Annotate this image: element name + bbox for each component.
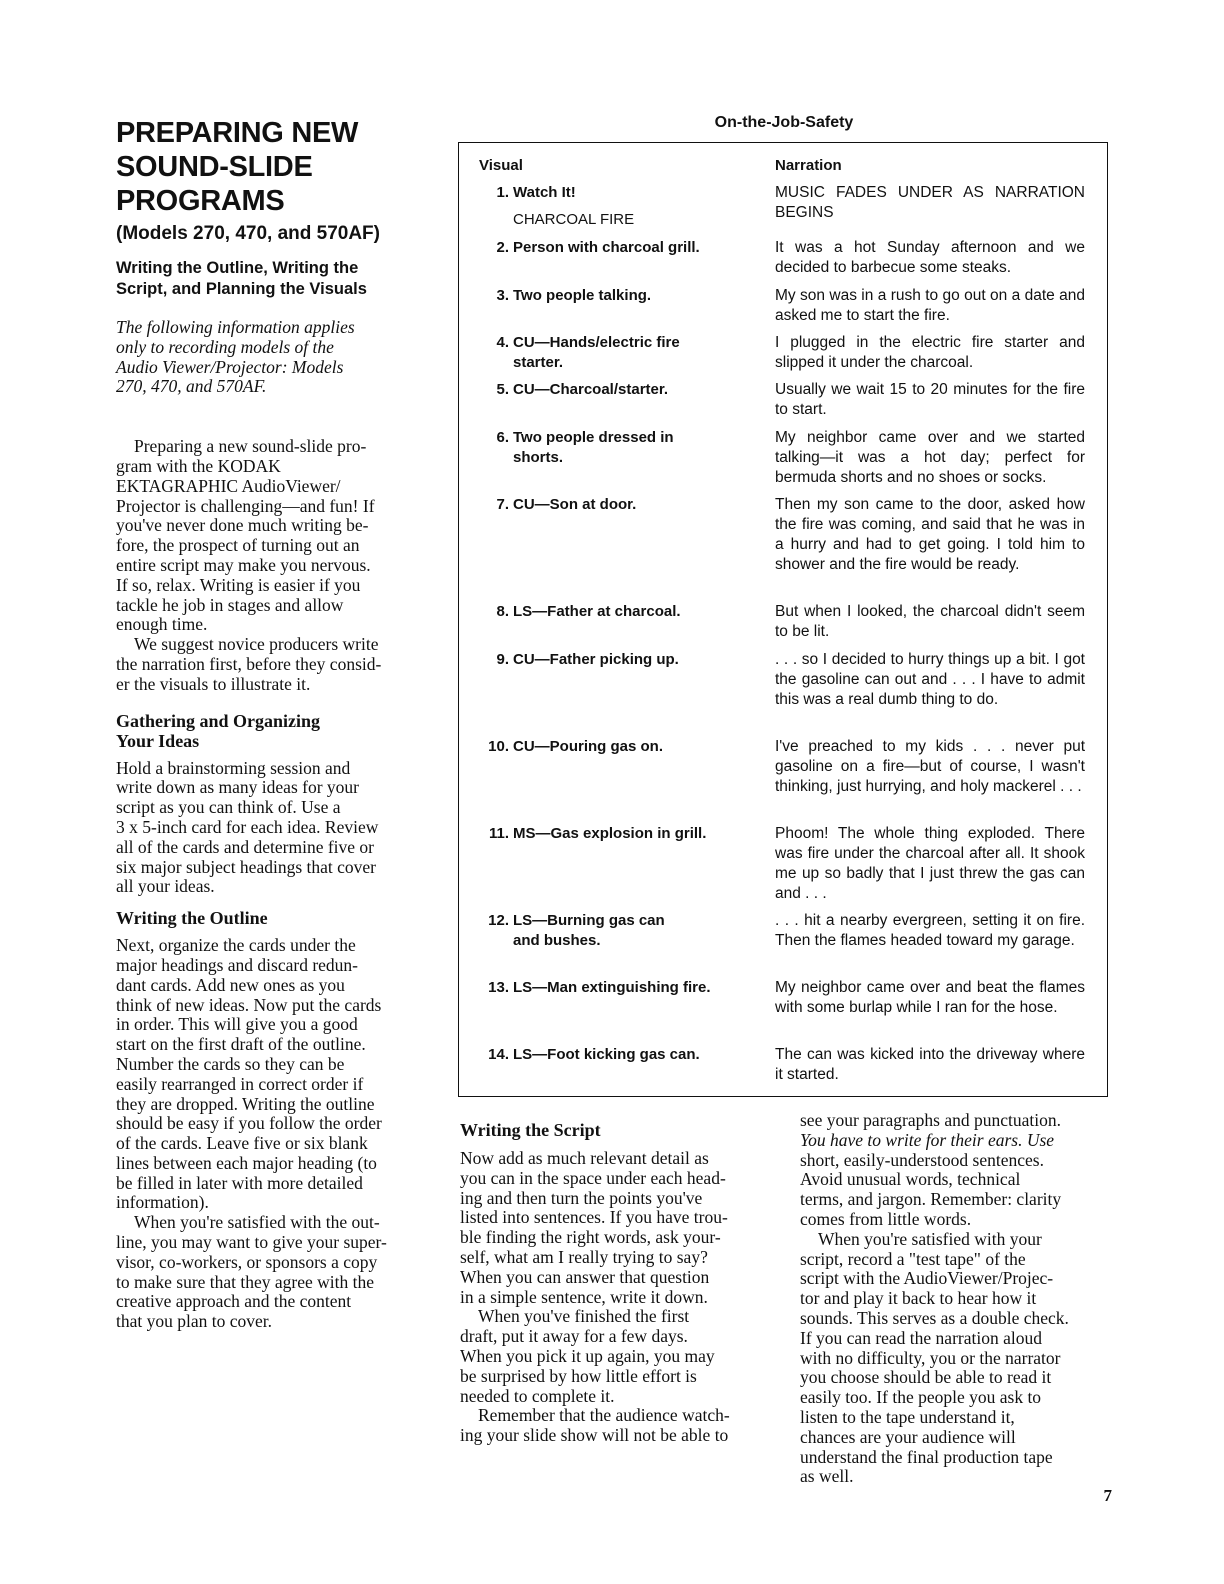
paragraph: When you're satisfied with the out- line, you may want to give your super- visor, co-workers, or sponsors a copy to make sure that they agree with the creative approach and the content that you plan to cover. xyxy=(116,1212,387,1332)
heading-outline: Writing the Outline xyxy=(116,908,268,929)
section-subtitle xyxy=(116,258,428,300)
title-line: PROGRAMS xyxy=(116,185,285,217)
intro-note: The following information applies only to recording models of the Audio Viewer/Projector: Models 270, 470, and 570AF. xyxy=(116,317,355,397)
title-line: SOUND-SLIDE xyxy=(116,151,313,183)
table-title: On-the-Job-Safety xyxy=(714,114,854,131)
title-line: PREPARING NEW xyxy=(116,117,359,149)
right-column xyxy=(800,1111,1112,1487)
left-column xyxy=(116,116,428,1332)
paragraph: Preparing a new sound-slide pro- gram with the KODAK EKTAGRAPHIC AudioViewer/ Projector is challenging—and fun! If you've never done much writing be- fore, the prospect of turning out an entire script may make you nervous. If so, relax. Writing is easier if you tackle he job in stages and allow enough time. xyxy=(116,436,375,635)
paragraph: Now add as much relevant detail as you can in the space under each head- ing and then turn the points you've listed into sentences. If you have trou- ble finding the right words, ask your- self, what am I really trying to say? When you can answer that question in a simple sentence, write it down. xyxy=(460,1148,728,1307)
paragraph: see your paragraphs and punctuation. You have to write for their ears. Use short, easily-understood sentences. Avoid unusual words, technical terms, and jargon. Remember: clarity comes from little words. xyxy=(800,1110,1062,1229)
paragraph: When you've finished the first draft, put it away for a few days. When you pick it up again, you may be surprised by how little effort is needed to complete it. xyxy=(460,1306,715,1406)
paragraph: We suggest novice producers write the narration first, before they consid- er the visuals to illustrate it. xyxy=(116,634,382,694)
paragraph: When you're satisfied with your script, record a "test tape" of the script with the AudioViewer/Projec- tor and play it back to hear how it sounds. This serves as a double check. If you can read the narration aloud with no difficulty, you or the narrator you choose should be able to read it easily too. If the people you ask to listen to the tape understand it, chances are your audience will understand the final production tape as well. xyxy=(800,1228,1069,1487)
heading-script: Writing the Script xyxy=(460,1120,601,1140)
column-header-visual: Visual xyxy=(479,157,523,174)
page-title xyxy=(116,116,428,218)
subtitle-line: Script, and Planning the Visuals xyxy=(116,280,367,298)
column-header-narration: Narration xyxy=(775,157,842,174)
paragraph: Remember that the audience watch- ing your slide show will not be able to xyxy=(460,1405,730,1446)
script-table: Visual Narration 1. Watch It! CHARCOAL FIRE MUSIC FADES UNDER AS NARRATION BEGINS 2. Person with charcoal grill. It was a hot Sunday afternoon and we decided to barbecue some steaks. 3. Two people talking. My son was in a rush to go out on a date and asked me to start the fire. 4. CU—Hands/electric fire starter. I plugged in the electric fire starter and slipped it under the charcoal. 5. CU—Charcoal/starter. Usually we wait 15 to 20 minutes for the fire to start. 6. Two people dressed in shorts. My neighbor came over and we started talking—it was a hot day; perfect for bermuda shorts and no shoes or socks. 7. CU—Son at door. Then my son came to the door, asked how the fire was coming, and said that he was in a hurry and had to get going. I told him to shower and the fire would be ready. 8. LS—Father at charcoal. But when I looked, the charcoal didn't seem to be lit. 9. CU—Father picking up. . . . so I decided to hurry things up a bit. I got the gasoline can out and . . . I have to admit this was a real dumb thing to do. 10. CU—Pouring gas on. I've preached to my kids . . . never put gasoline on a fire—but of course, I wasn't thinking, just hurrying, and holy mackerel . . . 11. MS—Gas explosion in grill. Phoom! The whole thing exploded. There was fire under the charcoal after all. It shook me up so badly that I just threw the gas can and . . . 12. LS—Burning gas can and bushes. . . . hit a nearby evergreen, setting it on fire. Then the flames headed toward my garage. 13. LS—Man extinguishing fire. My neighbor came over and beat the flames with some burlap while I ran for the hose. 14. LS—Foot kicking gas can. The can was kicked into the driveway where it started. xyxy=(458,142,1108,1097)
paragraph: Hold a brainstorming session and write down as many ideas for your script as you can think of. Use a 3 x 5-inch card for each idea. Review all of the cards and determine five or six major subject headings that cover all your ideas. xyxy=(116,757,379,897)
page-number: 7 xyxy=(1103,1486,1112,1505)
paragraph: Next, organize the cards under the major headings and discard redun- dant cards. Add new ones as you think of new ideas. Now put the cards in order. This will give you a good start on the first draft of the outline. Number the cards so they can be easily rearranged in correct order if they are dropped. Writing the outline should be easy if you follow the order of the cards. Leave five or six blank lines between each major heading (to be filled in later with more detailed information). xyxy=(116,935,382,1213)
middle-column xyxy=(460,1120,772,1446)
heading-gathering: Gathering and Organizing Your Ideas xyxy=(116,710,321,751)
models-subheading: (Models 270, 470, and 570AF) xyxy=(116,223,380,244)
subtitle-line: Writing the Outline, Writing the xyxy=(116,259,359,277)
